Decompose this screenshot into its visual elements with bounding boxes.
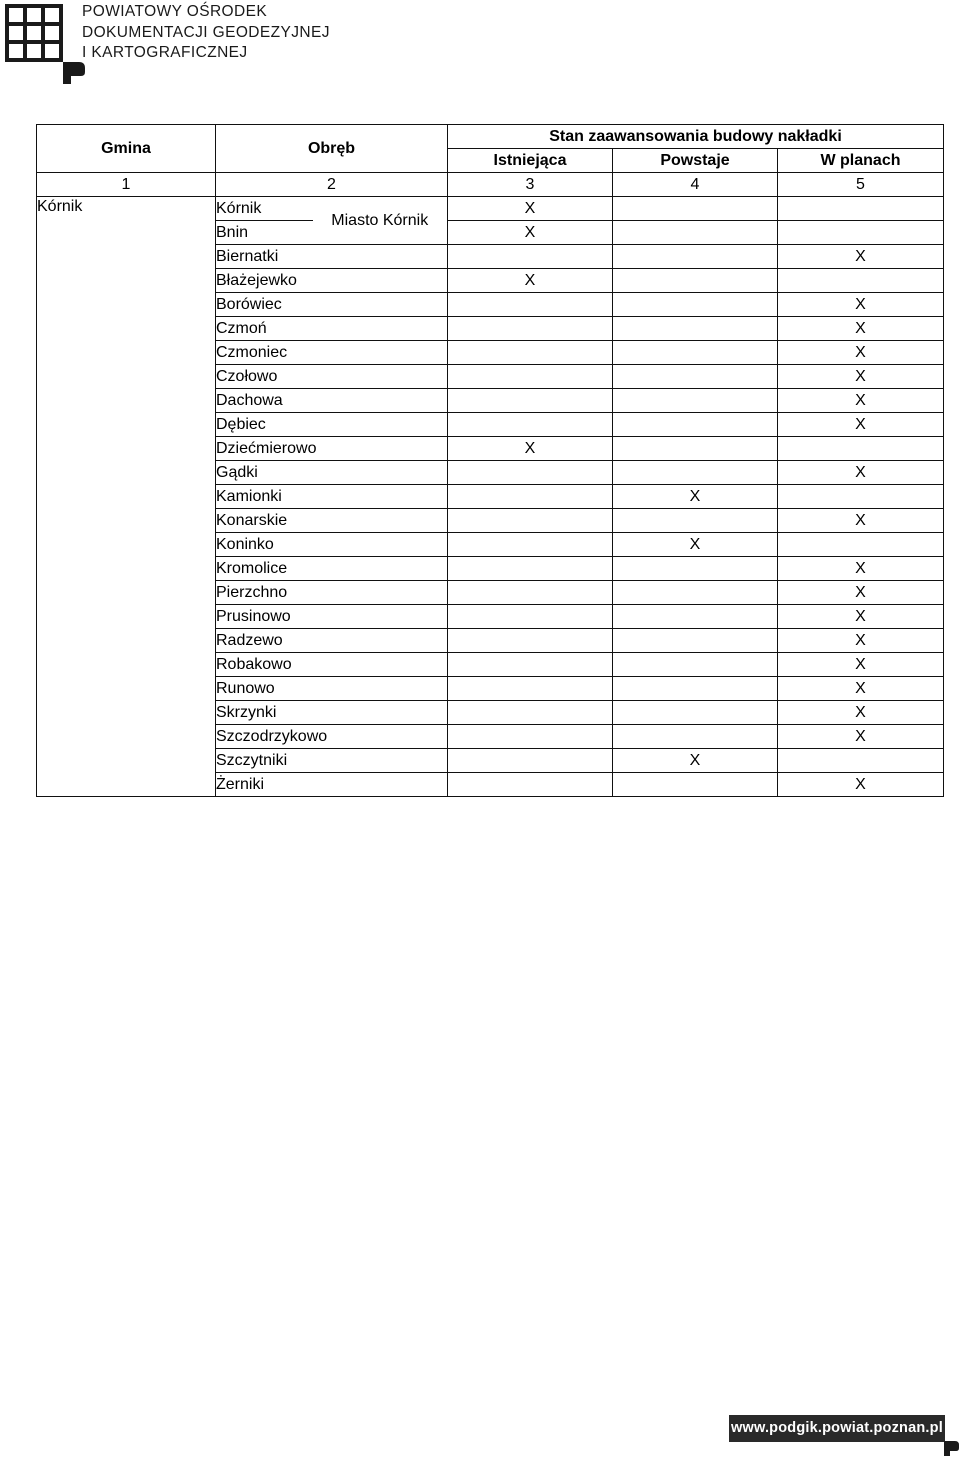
status-istniejaca-cell — [448, 413, 613, 437]
obreb-cell: Pierzchno — [216, 581, 448, 605]
status-istniejaca-cell — [448, 677, 613, 701]
status-w-planach-cell — [778, 749, 944, 773]
status-istniejaca-cell — [448, 557, 613, 581]
status-istniejaca-cell — [448, 749, 613, 773]
obreb-cell: Radzewo — [216, 629, 448, 653]
obreb-cell: Kórnik — [216, 197, 313, 221]
status-w-planach-cell: X — [778, 581, 944, 605]
status-w-planach-cell: X — [778, 557, 944, 581]
column-number: 5 — [778, 173, 944, 197]
obreb-cell: Bnin — [216, 221, 313, 245]
status-istniejaca-cell — [448, 485, 613, 509]
obreb-cell: Runowo — [216, 677, 448, 701]
logo-line: POWIATOWY OŚRODEK — [82, 3, 268, 20]
status-w-planach-cell — [778, 269, 944, 293]
footer-tab-icon — [944, 1441, 959, 1456]
obreb-cell: Gądki — [216, 461, 448, 485]
status-w-planach-cell: X — [778, 413, 944, 437]
obreb-cell: Dębiec — [216, 413, 448, 437]
obreb-cell: Borówiec — [216, 293, 448, 317]
obreb-cell: Prusinowo — [216, 605, 448, 629]
status-istniejaca-cell — [448, 629, 613, 653]
obreb-cell: Szczytniki — [216, 749, 448, 773]
status-istniejaca-cell: X — [448, 437, 613, 461]
header-gmina: Gmina — [37, 125, 216, 173]
status-powstaje-cell — [613, 557, 778, 581]
column-number: 1 — [37, 173, 216, 197]
logo-line: I KARTOGRAFICZNEJ — [82, 44, 248, 61]
obreb-cell: Kromolice — [216, 557, 448, 581]
logo-line: DOKUMENTACJI GEODEZYJNEJ — [82, 23, 330, 41]
status-powstaje-cell — [613, 581, 778, 605]
logo-text — [82, 2, 330, 64]
obreb-cell: Czmoń — [216, 317, 448, 341]
status-powstaje-cell — [613, 773, 778, 797]
header-obreb: Obręb — [216, 125, 448, 173]
status-w-planach-cell: X — [778, 461, 944, 485]
status-istniejaca-cell — [448, 293, 613, 317]
footer-url: www.podgik.powiat.poznan.pl — [729, 1415, 945, 1442]
status-w-planach-cell: X — [778, 389, 944, 413]
header-istniejaca: Istniejąca — [448, 149, 613, 173]
miasto-cell: Miasto Kórnik — [313, 197, 448, 245]
header-row — [37, 125, 944, 149]
status-powstaje-cell — [613, 725, 778, 749]
status-w-planach-cell — [778, 437, 944, 461]
status-w-planach-cell: X — [778, 629, 944, 653]
status-istniejaca-cell: X — [448, 221, 613, 245]
column-number: 3 — [448, 173, 613, 197]
obreb-cell: Dziećmierowo — [216, 437, 448, 461]
status-powstaje-cell — [613, 437, 778, 461]
obreb-cell: Skrzynki — [216, 701, 448, 725]
status-w-planach-cell: X — [778, 677, 944, 701]
status-powstaje-cell: X — [613, 749, 778, 773]
obreb-cell: Konarskie — [216, 509, 448, 533]
status-istniejaca-cell: X — [448, 269, 613, 293]
status-powstaje-cell — [613, 461, 778, 485]
status-powstaje-cell — [613, 293, 778, 317]
obreb-cell: Szczodrzykowo — [216, 725, 448, 749]
status-istniejaca-cell — [448, 317, 613, 341]
status-w-planach-cell — [778, 533, 944, 557]
status-powstaje-cell: X — [613, 533, 778, 557]
status-powstaje-cell — [613, 341, 778, 365]
column-number: 2 — [216, 173, 448, 197]
status-istniejaca-cell — [448, 725, 613, 749]
column-number-row — [37, 173, 944, 197]
status-powstaje-cell — [613, 389, 778, 413]
status-powstaje-cell — [613, 269, 778, 293]
obreb-cell: Żerniki — [216, 773, 448, 797]
status-w-planach-cell — [778, 485, 944, 509]
header-stan: Stan zaawansowania budowy nakładki — [448, 125, 944, 149]
status-istniejaca-cell — [448, 653, 613, 677]
obreb-cell: Dachowa — [216, 389, 448, 413]
status-istniejaca-cell — [448, 605, 613, 629]
header-powstaje: Powstaje — [613, 149, 778, 173]
obreb-cell: Czołowo — [216, 365, 448, 389]
obreb-cell: Koninko — [216, 533, 448, 557]
status-powstaje-cell — [613, 605, 778, 629]
status-istniejaca-cell — [448, 533, 613, 557]
status-powstaje-cell — [613, 245, 778, 269]
status-w-planach-cell: X — [778, 509, 944, 533]
obreb-cell: Biernatki — [216, 245, 448, 269]
header-w-planach: W planach — [778, 149, 944, 173]
status-w-planach-cell: X — [778, 725, 944, 749]
status-w-planach-cell: X — [778, 293, 944, 317]
logo-tab-icon — [63, 62, 85, 84]
status-powstaje-cell — [613, 677, 778, 701]
table-row — [37, 197, 944, 221]
status-powstaje-cell — [613, 629, 778, 653]
status-istniejaca-cell — [448, 389, 613, 413]
status-istniejaca-cell — [448, 701, 613, 725]
status-istniejaca-cell: X — [448, 197, 613, 221]
status-istniejaca-cell — [448, 773, 613, 797]
status-powstaje-cell — [613, 653, 778, 677]
status-powstaje-cell — [613, 509, 778, 533]
status-w-planach-cell: X — [778, 365, 944, 389]
status-w-planach-cell: X — [778, 317, 944, 341]
status-istniejaca-cell — [448, 245, 613, 269]
status-w-planach-cell — [778, 221, 944, 245]
status-w-planach-cell: X — [778, 701, 944, 725]
status-table — [36, 124, 944, 797]
obreb-cell: Czmoniec — [216, 341, 448, 365]
status-powstaje-cell — [613, 365, 778, 389]
status-powstaje-cell — [613, 197, 778, 221]
status-powstaje-cell — [613, 221, 778, 245]
gmina-cell: Kórnik — [37, 197, 216, 797]
status-w-planach-cell: X — [778, 773, 944, 797]
status-powstaje-cell — [613, 317, 778, 341]
status-w-planach-cell: X — [778, 341, 944, 365]
status-w-planach-cell: X — [778, 605, 944, 629]
status-powstaje-cell — [613, 701, 778, 725]
logo-grid-icon — [5, 4, 63, 62]
status-w-planach-cell: X — [778, 245, 944, 269]
status-powstaje-cell: X — [613, 485, 778, 509]
status-istniejaca-cell — [448, 509, 613, 533]
obreb-cell: Kamionki — [216, 485, 448, 509]
status-istniejaca-cell — [448, 365, 613, 389]
status-istniejaca-cell — [448, 341, 613, 365]
obreb-cell: Błażejewko — [216, 269, 448, 293]
status-powstaje-cell — [613, 413, 778, 437]
status-w-planach-cell — [778, 197, 944, 221]
obreb-cell: Robakowo — [216, 653, 448, 677]
status-istniejaca-cell — [448, 461, 613, 485]
status-w-planach-cell: X — [778, 653, 944, 677]
column-number: 4 — [613, 173, 778, 197]
status-istniejaca-cell — [448, 581, 613, 605]
